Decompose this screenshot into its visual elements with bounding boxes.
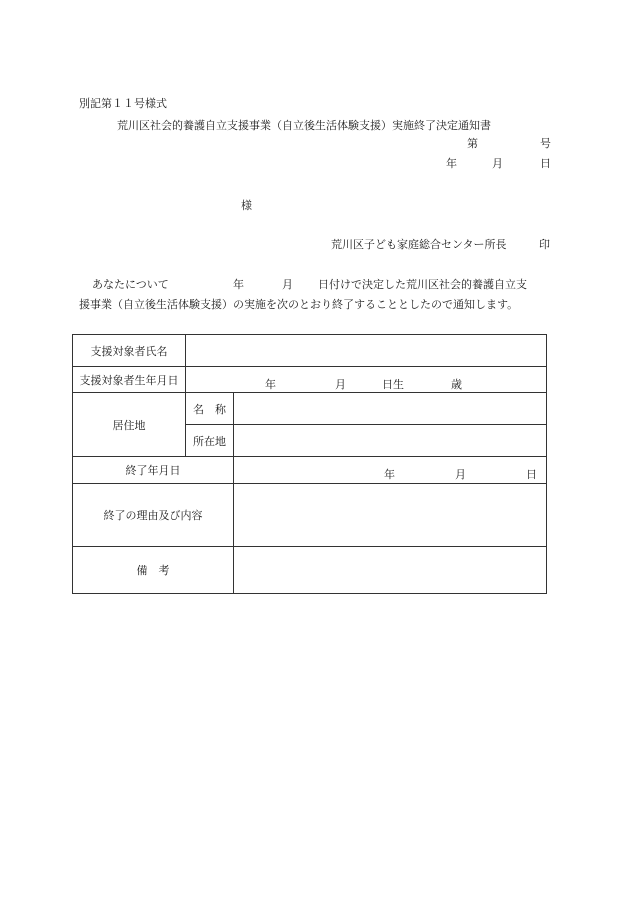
end-date-month: 月 bbox=[455, 468, 466, 481]
name-label-cell bbox=[73, 335, 186, 367]
end-date-label-cell bbox=[73, 457, 234, 484]
remarks-label-cell bbox=[73, 547, 234, 594]
table-row bbox=[73, 484, 547, 547]
table-row bbox=[73, 547, 547, 594]
body-month: 月 bbox=[282, 278, 293, 291]
body-line2: 援事業（自立後生活体験支援）の実施を次のとおり終了することとしたので通知します。 bbox=[79, 298, 519, 311]
document-title: 荒川区社会的養護自立支援事業（自立後生活体験支援）実施終了決定通知書 bbox=[117, 119, 491, 132]
residence-name-label-cell bbox=[186, 393, 234, 425]
remarks-value-cell[interactable] bbox=[234, 547, 547, 594]
dob-year: 年 bbox=[265, 378, 276, 391]
body-year: 年 bbox=[233, 278, 244, 291]
table-row bbox=[73, 335, 547, 367]
dob-day: 日生 bbox=[382, 378, 404, 391]
residence-address-label: 所在地 bbox=[193, 434, 226, 448]
name-label: 支援対象者氏名 bbox=[90, 344, 168, 358]
residence-label-cell bbox=[73, 393, 186, 457]
notification-form-table bbox=[72, 334, 547, 594]
dob-label: 支援対象者生年月日 bbox=[79, 373, 179, 387]
end-date-year: 年 bbox=[384, 468, 395, 481]
residence-label: 居住地 bbox=[112, 418, 146, 432]
issue-date-year: 年 bbox=[446, 157, 457, 170]
reason-value-cell[interactable] bbox=[234, 484, 547, 547]
issue-date-day: 日 bbox=[540, 157, 551, 170]
dob-age: 歳 bbox=[451, 378, 462, 391]
table-row bbox=[73, 367, 547, 393]
table-row bbox=[73, 457, 547, 484]
residence-name-label: 名 称 bbox=[193, 402, 226, 416]
recipient-honorific: 様 bbox=[241, 199, 252, 212]
reason-label: 終了の理由及び内容 bbox=[103, 509, 203, 522]
dob-label-cell bbox=[73, 367, 186, 393]
form-code: 別記第１１号様式 bbox=[79, 97, 167, 110]
dob-month: 月 bbox=[335, 378, 346, 391]
end-date-value-cell[interactable] bbox=[234, 457, 547, 484]
document-number-label: 第 bbox=[467, 137, 478, 150]
residence-address-label-cell bbox=[186, 425, 234, 457]
residence-address-value-cell[interactable] bbox=[234, 425, 547, 457]
body-line1: 日付けで決定した荒川区社会的養護自立支 bbox=[318, 278, 527, 291]
reason-label-cell bbox=[73, 484, 234, 547]
dob-value-cell[interactable] bbox=[186, 367, 547, 393]
name-value-cell[interactable] bbox=[186, 335, 547, 367]
issuer-name: 荒川区子ども家庭総合センター所長 bbox=[331, 238, 507, 251]
residence-name-value-cell[interactable] bbox=[234, 393, 547, 425]
remarks-label: 備 考 bbox=[136, 564, 170, 577]
end-date-label: 終了年月日 bbox=[125, 464, 181, 477]
issuer-seal-mark: 印 bbox=[539, 238, 550, 251]
body-intro: あなたについて bbox=[92, 278, 169, 291]
document-number-suffix: 号 bbox=[540, 137, 551, 150]
end-date-day: 日 bbox=[526, 468, 537, 481]
issue-date-month: 月 bbox=[492, 157, 503, 170]
table-row bbox=[73, 393, 547, 425]
